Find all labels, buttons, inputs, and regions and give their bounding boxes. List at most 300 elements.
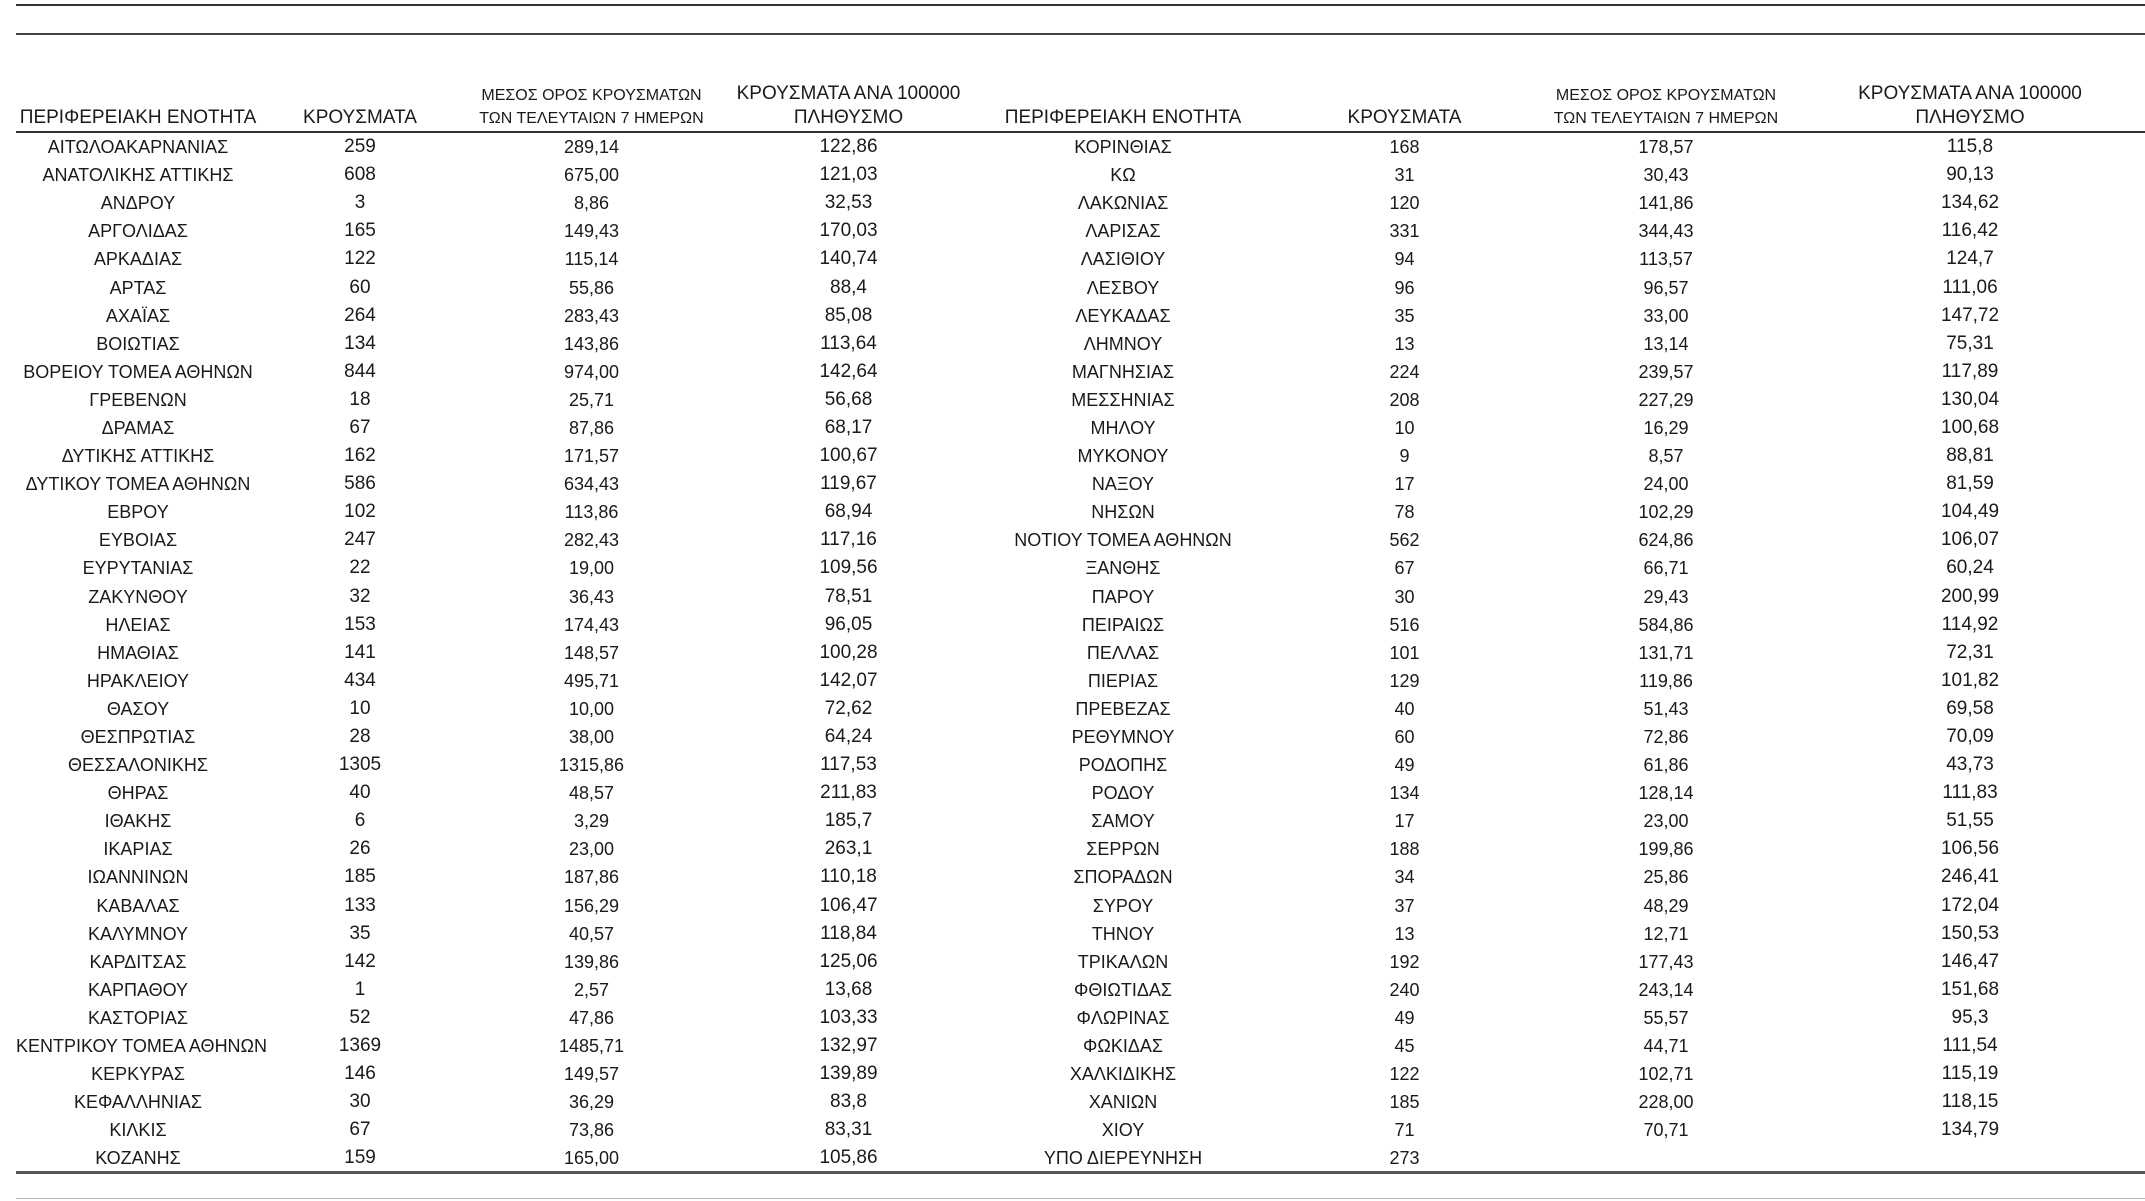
right-avg-7days-cell: 96,57 [1643, 277, 1689, 298]
table-row [16, 667, 2145, 695]
header-region: ΠΕΡΙΦΕΡΕΙΑΚΗ ΕΝΟΤΗΤΑ [16, 75, 260, 132]
right-cases-cell: 13 [1394, 923, 1415, 944]
right-cases-cell: 10 [1394, 417, 1415, 438]
left-cases-cell: 146 [344, 1063, 376, 1085]
left-region-name-cell: ΚΕΡΚΥΡΑΣ [91, 1064, 185, 1085]
right-avg-7days-cell: 23,00 [1643, 811, 1689, 832]
left-avg-7days-cell: 174,43 [563, 614, 620, 635]
right-cases-cell: 17 [1394, 811, 1415, 832]
right-per-100k-cell: 147,72 [1940, 304, 2000, 326]
table-row [16, 132, 2145, 161]
left-per-100k-cell: 132,97 [819, 1035, 878, 1057]
table-row [16, 414, 2145, 442]
table-row [16, 189, 2145, 217]
right-cases-cell: 34 [1394, 867, 1415, 888]
left-per-100k-cell: 117,53 [820, 754, 877, 776]
left-region-name-cell: ΚΕΝΤΡΙΚΟΥ ΤΟΜΕΑ ΑΘΗΝΩΝ [16, 1036, 268, 1057]
right-per-100k-cell: 116,42 [1941, 220, 1999, 242]
table-row [16, 807, 2145, 835]
left-avg-7days-cell: 289,14 [563, 137, 620, 158]
right-avg-7days-cell: 44,71 [1643, 1036, 1689, 1057]
right-per-100k-cell: 111,83 [1942, 782, 1998, 804]
table-row [16, 386, 2145, 414]
left-cases-cell: 3 [354, 192, 366, 214]
header-per-100k: ΚΡΟΥΣΜΑΤΑ ΑΝΑ 100000 ΠΛΗΘΥΣΜΟ [723, 75, 974, 132]
right-per-100k-cell: 81,59 [1946, 473, 1994, 495]
left-cases-cell: 141 [344, 641, 376, 663]
left-per-100k-cell: 142,07 [819, 669, 878, 691]
right-avg-7days-cell: 141,86 [1638, 193, 1694, 214]
right-avg-7days-cell: 70,71 [1643, 1120, 1689, 1141]
left-avg-7days-cell: 974,00 [563, 361, 620, 382]
right-region-name-cell: ΠΕΛΛΑΣ [1086, 642, 1160, 663]
right-region-name-cell: ΠΡΕΒΕΖΑΣ [1075, 698, 1171, 719]
right-cases-cell: 185 [1389, 1092, 1420, 1113]
left-avg-7days-cell: 171,57 [563, 446, 620, 467]
left-region-name-cell: ΑΙΤΩΛΟΑΚΑΡΝΑΝΙΑΣ [47, 137, 229, 158]
right-cases-cell: 35 [1394, 305, 1415, 326]
header-avg-7days-2: ΜΕΣΟΣ ΟΡΟΣ ΚΡΟΥΣΜΑΤΩΝ ΤΩΝ ΤΕΛΕΥΤΑΙΩΝ 7 ΗΜΕΡΩΝ [1537, 75, 1795, 132]
left-per-100k-cell: 68,94 [824, 501, 873, 523]
left-avg-7days-cell: 282,43 [563, 530, 620, 551]
right-cases-cell: 45 [1394, 1036, 1415, 1057]
table-row [16, 470, 2145, 498]
left-cases-cell: 133 [344, 894, 376, 916]
left-per-100k-cell: 113,64 [820, 332, 877, 354]
table-row [16, 161, 2145, 189]
left-per-100k-cell: 103,33 [819, 1006, 878, 1028]
right-per-100k-cell: 70,09 [1946, 726, 1994, 748]
left-cases-cell: 844 [344, 360, 376, 382]
right-per-100k-cell: 106,56 [1940, 838, 2000, 860]
left-avg-7days-cell: 1485,71 [558, 1036, 625, 1057]
right-per-100k-cell: 75,31 [1946, 332, 1994, 354]
left-cases-cell: 10 [349, 697, 371, 719]
table-row [16, 976, 2145, 1004]
right-cases-cell: 516 [1389, 614, 1420, 635]
table-row [16, 330, 2145, 358]
right-region-name-cell: ΠΑΡΟΥ [1091, 586, 1155, 607]
left-region-name-cell: ΚΑΒΑΛΑΣ [96, 895, 180, 916]
right-avg-7days-cell: 243,14 [1638, 979, 1694, 1000]
left-avg-7days-cell: 38,00 [568, 727, 615, 748]
right-region-name-cell: ΣΥΡΟΥ [1092, 895, 1154, 916]
right-per-100k-cell: 111,54 [1942, 1035, 1998, 1057]
right-cases-cell: 13 [1394, 333, 1415, 354]
right-region-name-cell: ΚΩ [1110, 165, 1136, 186]
right-per-100k-cell: 200,99 [1940, 585, 2000, 607]
right-avg-7days-cell: 29,43 [1643, 586, 1689, 607]
left-cases-cell: 52 [349, 1006, 371, 1028]
right-region-name-cell: ΞΑΝΘΗΣ [1085, 558, 1161, 579]
left-avg-7days-cell: 36,43 [568, 586, 615, 607]
right-cases-cell: 101 [1389, 642, 1420, 663]
left-region-name-cell: ΙΩΑΝΝΙΝΩΝ [87, 867, 189, 888]
left-avg-7days-cell: 283,43 [563, 305, 620, 326]
right-cases-cell: 129 [1389, 670, 1420, 691]
left-region-name-cell: ΑΡΓΟΛΙΔΑΣ [88, 221, 188, 242]
left-region-name-cell: ΚΑΡΔΙΤΣΑΣ [89, 951, 187, 972]
header-region-2: ΠΕΡΙΦΕΡΕΙΑΚΗ ΕΝΟΤΗΤΑ [974, 75, 1272, 132]
left-avg-7days-cell: 143,86 [563, 333, 620, 354]
left-region-name-cell: ΔΥΤΙΚΟΥ ΤΟΜΕΑ ΑΘΗΝΩΝ [25, 474, 251, 495]
left-region-name-cell: ΚΟΖΑΝΗΣ [95, 1148, 181, 1169]
right-avg-7days-cell: 119,86 [1639, 670, 1693, 691]
left-avg-7days-cell: 634,43 [563, 474, 620, 495]
table-row [16, 1004, 2145, 1032]
left-per-100k-cell: 106,47 [819, 894, 878, 916]
right-per-100k-cell: 106,07 [1940, 529, 2000, 551]
right-per-100k-cell: 117,89 [1941, 360, 1999, 382]
right-avg-7days-cell: 55,57 [1643, 1007, 1689, 1028]
left-region-name-cell: ΕΥΒΟΙΑΣ [98, 530, 178, 551]
right-region-name-cell: ΛΑΣΙΘΙΟΥ [1080, 249, 1166, 270]
table-row [16, 358, 2145, 386]
left-per-100k-cell: 68,17 [824, 416, 873, 438]
table-row [16, 892, 2145, 920]
right-per-100k-cell: 43,73 [1946, 754, 1994, 776]
right-avg-7days-cell: 131,71 [1638, 642, 1694, 663]
left-per-100k-cell: 13,68 [824, 978, 873, 1000]
right-cases-cell: 78 [1394, 502, 1415, 523]
left-region-name-cell: ΘΑΣΟΥ [106, 698, 170, 719]
right-region-name-cell: ΛΕΣΒΟΥ [1086, 277, 1160, 298]
left-cases-cell: 26 [349, 838, 371, 860]
right-per-100k-cell: 90,13 [1946, 164, 1994, 186]
right-avg-7days-cell: 51,43 [1643, 698, 1689, 719]
right-avg-7days-cell: 16,29 [1643, 417, 1689, 438]
left-avg-7days-cell: 10,00 [568, 698, 615, 719]
table-row [16, 835, 2145, 863]
right-region-name-cell: ΝΑΞΟΥ [1091, 474, 1155, 495]
right-region-name-cell: ΤΡΙΚΑΛΩΝ [1077, 951, 1169, 972]
right-avg-7days-cell: 25,86 [1643, 867, 1689, 888]
right-avg-7days-cell: 102,71 [1638, 1064, 1694, 1085]
left-region-name-cell: ΘΕΣΠΡΩΤΙΑΣ [80, 727, 196, 748]
table-row [16, 583, 2145, 611]
table-row [16, 920, 2145, 948]
left-cases-cell: 586 [344, 473, 376, 495]
left-region-name-cell: ΒΟΡΕΙΟΥ ΤΟΜΕΑ ΑΘΗΝΩΝ [23, 361, 253, 382]
left-avg-7days-cell: 675,00 [563, 165, 620, 186]
left-per-100k-cell: 263,1 [824, 838, 873, 860]
table-row [16, 751, 2145, 779]
table-row [16, 863, 2145, 891]
left-avg-7days-cell: 2,57 [573, 979, 610, 1000]
right-avg-7days-cell: 12,71 [1643, 923, 1689, 944]
right-cases-cell: 562 [1389, 530, 1420, 551]
right-region-name-cell: ΚΟΡΙΝΘΙΑΣ [1074, 137, 1172, 158]
top-rule [16, 4, 2145, 6]
left-region-name-cell: ΔΥΤΙΚΗΣ ΑΤΤΙΚΗΣ [61, 446, 215, 467]
left-cases-cell: 18 [349, 388, 371, 410]
right-region-name-cell: ΡΕΘΥΜΝΟΥ [1071, 727, 1175, 748]
right-per-100k-cell: 134,62 [1940, 192, 2000, 214]
left-cases-cell: 434 [344, 669, 376, 691]
left-per-100k-cell: 117,16 [820, 529, 877, 551]
left-avg-7days-cell: 149,57 [563, 1064, 620, 1085]
right-per-100k-cell: 88,81 [1946, 445, 1994, 467]
left-cases-cell: 1369 [338, 1035, 382, 1057]
right-per-100k-cell: 118,15 [1941, 1091, 1999, 1113]
left-avg-7days-cell: 25,71 [568, 389, 615, 410]
left-avg-7days-cell: 55,86 [568, 277, 615, 298]
right-region-name-cell: ΜΥΚΟΝΟΥ [1077, 446, 1169, 467]
right-avg-7days-cell: 72,86 [1643, 727, 1689, 748]
right-per-100k-cell: 130,04 [1940, 388, 2000, 410]
left-avg-7days-cell: 165,00 [563, 1148, 620, 1169]
right-avg-7days-cell: 624,86 [1638, 530, 1694, 551]
header-avg-7days: ΜΕΣΟΣ ΟΡΟΣ ΚΡΟΥΣΜΑΤΩΝ ΤΩΝ ΤΕΛΕΥΤΑΙΩΝ 7 ΗΜΕΡΩΝ [460, 75, 723, 132]
left-avg-7days-cell: 8,86 [573, 193, 610, 214]
right-per-100k-cell: 100,68 [1940, 416, 2000, 438]
right-cases-cell: 67 [1394, 558, 1415, 579]
left-avg-7days-cell: 187,86 [563, 867, 620, 888]
left-per-100k-cell: 185,7 [824, 810, 873, 832]
left-region-name-cell: ΘΗΡΑΣ [107, 783, 169, 804]
right-cases-cell: 49 [1394, 1007, 1415, 1028]
left-per-100k-cell: 140,74 [819, 248, 878, 270]
right-per-100k-cell [1795, 1144, 2145, 1172]
left-cases-cell: 153 [344, 613, 376, 635]
left-per-100k-cell: 56,68 [824, 388, 873, 410]
left-per-100k-cell: 119,67 [820, 473, 877, 495]
bottom-rule [16, 1171, 2145, 1174]
right-avg-7days-cell: 177,43 [1638, 951, 1694, 972]
table-row [16, 217, 2145, 245]
left-avg-7days-cell: 139,86 [563, 951, 620, 972]
right-region-name-cell: ΣΠΟΡΑΔΩΝ [1073, 867, 1173, 888]
right-avg-7days-cell: 102,29 [1638, 502, 1694, 523]
right-cases-cell: 9 [1399, 446, 1410, 467]
left-per-100k-cell: 100,67 [819, 445, 878, 467]
right-region-name-cell: ΛΑΚΩΝΙΑΣ [1077, 193, 1169, 214]
left-region-name-cell: ΕΒΡΟΥ [107, 502, 169, 523]
left-region-name-cell: ΗΜΑΘΙΑΣ [97, 642, 179, 663]
left-per-100k-cell: 139,89 [819, 1063, 878, 1085]
right-region-name-cell: ΧΙΟΥ [1101, 1120, 1145, 1141]
right-region-name-cell: ΣΕΡΡΩΝ [1086, 839, 1160, 860]
right-avg-7days-cell: 228,00 [1638, 1092, 1694, 1113]
left-region-name-cell: ΚΑΡΠΑΘΟΥ [87, 979, 189, 1000]
right-avg-7days-cell: 66,71 [1643, 558, 1689, 579]
left-region-name-cell: ΚΑΣΤΟΡΙΑΣ [88, 1007, 188, 1028]
left-cases-cell: 22 [349, 557, 371, 579]
table-row [16, 442, 2145, 470]
left-per-100k-cell: 109,56 [819, 557, 878, 579]
left-cases-cell: 60 [349, 276, 371, 298]
right-per-100k-cell: 134,79 [1940, 1119, 2000, 1141]
right-avg-7days-cell: 48,29 [1643, 895, 1689, 916]
left-cases-cell: 162 [344, 445, 376, 467]
left-cases-cell: 1305 [338, 754, 382, 776]
right-per-100k-cell: 104,49 [1940, 501, 2000, 523]
right-avg-7days-cell: 584,86 [1638, 614, 1694, 635]
right-avg-7days-cell: 33,00 [1643, 305, 1689, 326]
table-row [16, 1144, 2145, 1172]
right-per-100k-cell: 115,19 [1941, 1063, 1999, 1085]
left-cases-cell: 165 [344, 220, 376, 242]
right-avg-7days-cell: 239,57 [1638, 361, 1694, 382]
right-region-name-cell: ΜΕΣΣΗΝΙΑΣ [1071, 389, 1175, 410]
right-cases-cell: 168 [1389, 137, 1420, 158]
left-cases-cell: 6 [354, 810, 366, 832]
right-cases-cell: 37 [1394, 895, 1415, 916]
right-region-name-cell: ΧΑΛΚΙΔΙΚΗΣ [1069, 1064, 1177, 1085]
right-cases-cell: 17 [1394, 474, 1415, 495]
right-per-100k-cell: 69,58 [1946, 697, 1994, 719]
right-per-100k-cell: 115,8 [1946, 136, 1994, 158]
left-per-100k-cell: 211,83 [820, 782, 877, 804]
right-avg-7days-cell: 30,43 [1643, 165, 1689, 186]
table-row [16, 639, 2145, 667]
left-avg-7days-cell: 156,29 [563, 895, 620, 916]
right-region-name-cell: ΡΟΔΟΥ [1091, 783, 1155, 804]
left-cases-cell: 32 [349, 585, 371, 607]
header-per-100k-2: ΚΡΟΥΣΜΑΤΑ ΑΝΑ 100000 ΠΛΗΘΥΣΜΟ [1795, 75, 2145, 132]
right-avg-7days-cell: 24,00 [1643, 474, 1689, 495]
right-per-100k-cell: 72,31 [1946, 641, 1994, 663]
right-per-100k-cell: 150,53 [1940, 922, 2000, 944]
table-row [16, 1032, 2145, 1060]
left-avg-7days-cell: 40,57 [568, 923, 615, 944]
right-avg-7days-cell: 227,29 [1638, 389, 1694, 410]
right-avg-7days-cell: 13,14 [1643, 333, 1689, 354]
top-rule-secondary [16, 33, 2145, 35]
left-per-100k-cell: 118,84 [820, 922, 877, 944]
left-per-100k-cell: 125,06 [819, 950, 878, 972]
right-avg-7days-cell: 128,14 [1638, 783, 1694, 804]
bottom-rule-secondary [16, 1198, 2145, 1199]
table-row [16, 302, 2145, 330]
right-cases-cell: 134 [1389, 783, 1420, 804]
right-region-name-cell: ΜΑΓΝΗΣΙΑΣ [1071, 361, 1175, 382]
right-region-name-cell: ΥΠΟ ΔΙΕΡΕΥΝΗΣΗ [1043, 1148, 1203, 1169]
table-row [16, 273, 2145, 301]
header-cases: ΚΡΟΥΣΜΑΤΑ [260, 75, 460, 132]
left-cases-cell: 102 [344, 501, 376, 523]
right-region-name-cell: ΛΕΥΚΑΔΑΣ [1075, 305, 1171, 326]
right-region-name-cell: ΦΘΙΩΤΙΔΑΣ [1074, 979, 1172, 1000]
left-region-name-cell: ΑΧΑΪΑΣ [105, 305, 171, 326]
table-row [16, 948, 2145, 976]
table-row [16, 723, 2145, 751]
right-region-name-cell: ΣΑΜΟΥ [1091, 811, 1155, 832]
left-region-name-cell: ΘΕΣΣΑΛΟΝΙΚΗΣ [67, 755, 209, 776]
left-region-name-cell: ΓΡΕΒΕΝΩΝ [89, 389, 187, 410]
left-region-name-cell: ΗΡΑΚΛΕΙΟΥ [86, 670, 190, 691]
right-region-name-cell: ΛΗΜΝΟΥ [1083, 333, 1163, 354]
left-per-100k-cell: 105,86 [819, 1147, 878, 1169]
left-avg-7days-cell: 148,57 [563, 642, 620, 663]
left-cases-cell: 40 [349, 782, 371, 804]
left-avg-7days-cell: 1315,86 [558, 755, 625, 776]
right-avg-7days-cell [1537, 1144, 1795, 1172]
right-region-name-cell: ΡΟΔΟΠΗΣ [1078, 755, 1168, 776]
right-avg-7days-cell: 344,43 [1638, 221, 1694, 242]
right-region-name-cell: ΝΟΤΙΟΥ ΤΟΜΕΑ ΑΘΗΝΩΝ [1014, 530, 1232, 551]
right-cases-cell: 120 [1389, 193, 1420, 214]
left-avg-7days-cell: 48,57 [568, 783, 615, 804]
right-per-100k-cell: 60,24 [1946, 557, 1994, 579]
right-cases-cell: 40 [1394, 698, 1415, 719]
right-cases-cell: 188 [1389, 839, 1420, 860]
right-cases-cell: 31 [1394, 165, 1415, 186]
left-per-100k-cell: 72,62 [824, 697, 873, 719]
right-region-name-cell: ΜΗΛΟΥ [1090, 417, 1156, 438]
left-avg-7days-cell: 3,29 [573, 811, 610, 832]
right-region-name-cell: ΤΗΝΟΥ [1091, 923, 1155, 944]
left-region-name-cell: ΙΚΑΡΙΑΣ [103, 839, 173, 860]
left-cases-cell: 134 [344, 332, 376, 354]
right-cases-cell: 331 [1389, 221, 1420, 242]
left-region-name-cell: ΚΙΛΚΙΣ [109, 1120, 167, 1141]
left-region-name-cell: ΕΥΡΥΤΑΝΙΑΣ [82, 558, 194, 579]
left-avg-7days-cell: 36,29 [568, 1092, 615, 1113]
table-row [16, 695, 2145, 723]
left-cases-cell: 159 [344, 1147, 376, 1169]
left-region-name-cell: ΑΝΑΤΟΛΙΚΗΣ ΑΤΤΙΚΗΣ [42, 165, 234, 186]
table-row [16, 1060, 2145, 1088]
right-avg-7days-cell: 8,57 [1648, 446, 1684, 467]
table-row [16, 245, 2145, 273]
left-cases-cell: 122 [344, 248, 376, 270]
right-region-name-cell: ΠΕΙΡΑΙΩΣ [1081, 614, 1165, 635]
left-region-name-cell: ΑΝΔΡΟΥ [100, 193, 176, 214]
left-per-100k-cell: 64,24 [824, 726, 873, 748]
left-per-100k-cell: 142,64 [819, 360, 878, 382]
right-avg-7days-cell: 61,86 [1643, 755, 1689, 776]
left-per-100k-cell: 85,08 [824, 304, 873, 326]
right-region-name-cell: ΛΑΡΙΣΑΣ [1085, 221, 1161, 242]
left-avg-7days-cell: 113,86 [564, 502, 619, 523]
right-cases-cell: 240 [1389, 979, 1420, 1000]
left-avg-7days-cell: 495,71 [563, 670, 620, 691]
left-per-100k-cell: 170,03 [819, 220, 878, 242]
left-cases-cell: 259 [344, 136, 376, 158]
left-region-name-cell: ΖΑΚΥΝΘΟΥ [88, 586, 188, 607]
right-avg-7days-cell: 199,86 [1638, 839, 1694, 860]
left-per-100k-cell: 96,05 [824, 613, 873, 635]
right-cases-cell: 122 [1389, 1064, 1420, 1085]
left-cases-cell: 142 [344, 950, 376, 972]
left-avg-7days-cell: 47,86 [568, 1007, 615, 1028]
right-region-name-cell: ΧΑΝΙΩΝ [1088, 1092, 1158, 1113]
table-row [16, 1088, 2145, 1116]
right-per-100k-cell: 95,3 [1951, 1006, 1989, 1028]
right-cases-cell: 273 [1389, 1148, 1420, 1169]
left-per-100k-cell: 88,4 [830, 276, 867, 298]
regional-cases-table [16, 75, 2145, 1172]
left-region-name-cell: ΒΟΙΩΤΙΑΣ [96, 333, 180, 354]
left-region-name-cell: ΑΡΚΑΔΙΑΣ [93, 249, 183, 270]
left-per-100k-cell: 122,86 [819, 136, 878, 158]
table-row [16, 1116, 2145, 1144]
right-avg-7days-cell: 113,57 [1639, 249, 1693, 270]
table-row [16, 498, 2145, 526]
left-cases-cell: 35 [349, 922, 371, 944]
left-region-name-cell: ΗΛΕΙΑΣ [105, 614, 171, 635]
table-row [16, 554, 2145, 582]
left-avg-7days-cell: 19,00 [568, 558, 615, 579]
left-cases-cell: 264 [344, 304, 376, 326]
left-cases-cell: 608 [344, 164, 376, 186]
left-per-100k-cell: 110,18 [820, 866, 877, 888]
right-cases-cell: 60 [1394, 727, 1415, 748]
left-per-100k-cell: 32,53 [824, 192, 873, 214]
right-cases-cell: 49 [1394, 755, 1415, 776]
left-region-name-cell: ΔΡΑΜΑΣ [101, 417, 175, 438]
